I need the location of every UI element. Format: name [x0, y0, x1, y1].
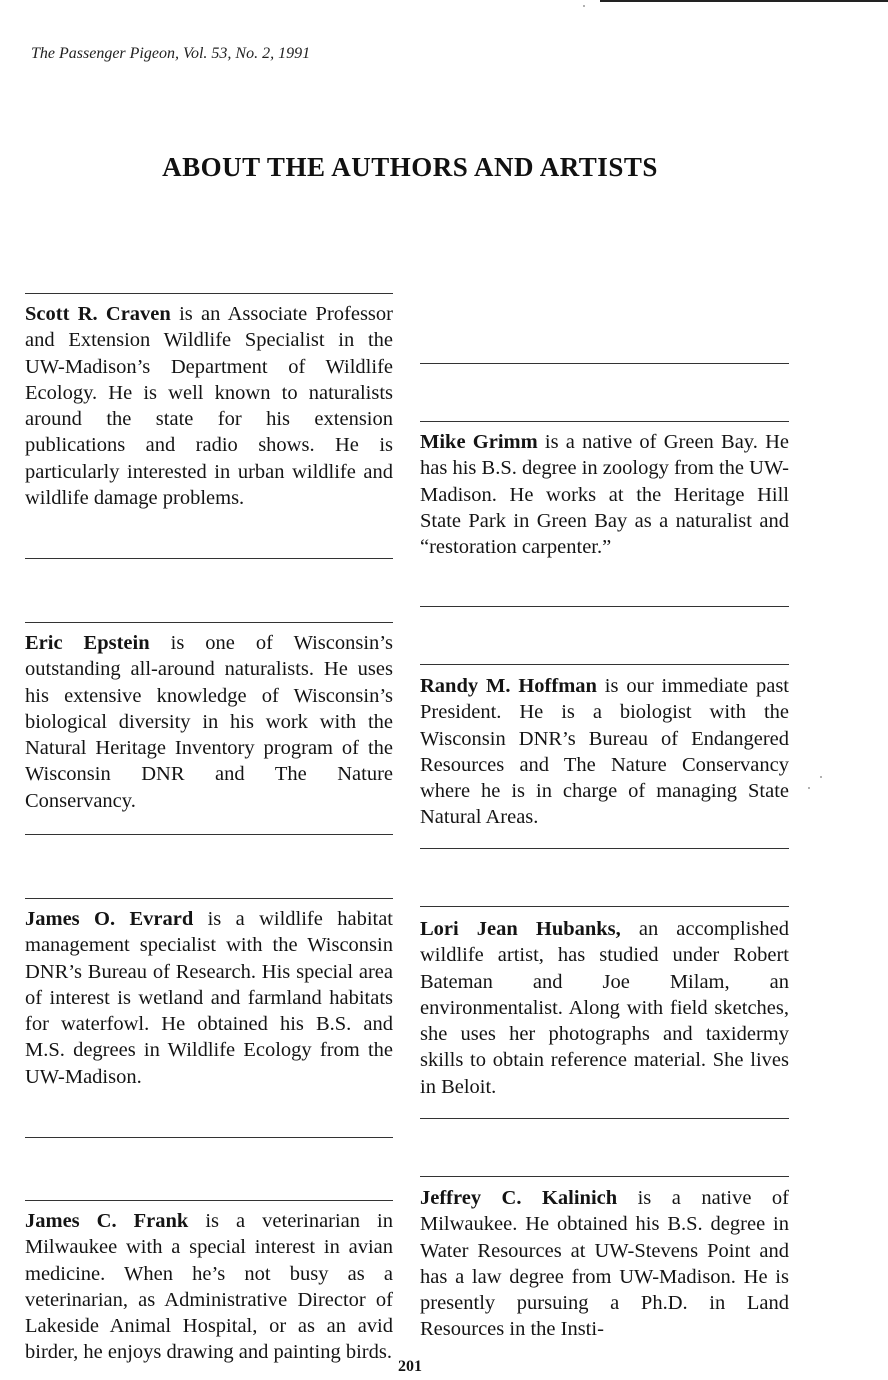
- bio-text: is an Associate Professor and Extension Wildlife Specialist in the UW-Madison’s Department of Wildlife Ecology. He is well known to naturalists around the state for his extension publications and radio shows. He is particularly interested in urban wildlife and wildlife damage problems.: [25, 303, 393, 510]
- bio-rule-top: [420, 1176, 789, 1177]
- bio-rule-top: [25, 622, 393, 623]
- author-name: Randy M. Hoffman: [420, 675, 597, 697]
- bio-lori-hubanks: [420, 916, 789, 1100]
- bio-rule-bottom: [420, 363, 789, 364]
- bio-text: is a native of Milwaukee. He obtained his B.S. degree in Water Resources at UW-Stevens Point and has a law degree from UW-Madison. He is presently pursuing a Ph.D. in Land Resources in the Insti-: [420, 1187, 789, 1341]
- bio-rule-bottom: [420, 606, 789, 607]
- bio-rule-bottom: [25, 834, 393, 835]
- bio-james-evrard: [25, 906, 393, 1090]
- bio-rule-bottom: [25, 558, 393, 559]
- page-title: ABOUT THE AUTHORS AND ARTISTS: [162, 152, 658, 182]
- bio-text: is a veterinarian in Milwaukee with a special interest in avian medicine. When he’s not busy as a veterinarian, as Administrative Director of Lakeside Animal Hospital, or as an avid birder, he enjoys drawing and painting birds.: [25, 1210, 393, 1364]
- bio-randy-hoffman: [420, 673, 789, 831]
- bio-rule-top: [420, 664, 789, 665]
- bio-rule-top: [25, 1200, 393, 1201]
- author-name: Jeffrey C. Kalinich: [420, 1187, 618, 1209]
- bio-text: is a native of Green Bay. He has his B.S. degree in zoology from the UW-Madison. He works at the Heritage Hill State Park in Green Bay as a naturalist and “restoration carpenter.”: [420, 431, 789, 559]
- bio-rule-bottom: [420, 848, 789, 849]
- scan-speck: [808, 787, 810, 789]
- page-number: 201: [398, 1358, 422, 1375]
- author-name: James O. Evrard: [25, 908, 194, 930]
- scan-speck: [583, 5, 585, 7]
- bio-text: is a wildlife habitat management specialist with the Wisconsin DNR’s Bureau of Research. His special area of interest is wetland and farmland habitats for waterfowl. He obtained his B.S. and M.S. degrees in Wildlife Ecology from the UW-Madison.: [25, 908, 394, 1088]
- bio-eric-epstein: [25, 630, 393, 814]
- bio-rule-bottom: [420, 1118, 789, 1119]
- bio-mike-grimm: [420, 429, 789, 560]
- scan-speck: [820, 776, 822, 778]
- top-edge-rule: [600, 0, 888, 2]
- bio-rule-top: [420, 906, 789, 907]
- author-name: Scott R. Craven: [25, 303, 171, 325]
- bio-james-frank: [25, 1208, 393, 1364]
- bio-rule-top: [25, 293, 393, 294]
- author-name: Lori Jean Hubanks,: [420, 918, 621, 940]
- author-name: James C. Frank: [25, 1210, 189, 1232]
- running-head: The Passenger Pigeon, Vol. 53, No. 2, 1991: [31, 45, 311, 62]
- bio-text: is one of Wisconsin’s outstanding all-around naturalists. He uses his extensive knowledge of Wisconsin’s biological diversity in his work with the Natural Heritage Inventory program of the Wisconsin DNR and The Nature Conservancy.: [25, 632, 393, 812]
- bio-rule-bottom: [25, 1137, 393, 1138]
- bio-scott-craven: [25, 301, 393, 511]
- bio-text: an accomplished wildlife artist, has studied under Robert Bateman and Joe Milam, an environmentalist. Along with field sketches, she uses her photographs and taxidermy skills to obtain reference material. She lives in Beloit.: [420, 918, 789, 1098]
- bio-rule-top: [25, 898, 393, 899]
- bio-jeffrey-kalinich: [420, 1185, 789, 1343]
- bio-text: is our immediate past President. He is a biologist with the Wisconsin DNR’s Bureau of Endangered Resources and The Nature Conservancy where he is in charge of managing State Natural Areas.: [420, 675, 789, 829]
- author-name: Eric Epstein: [25, 632, 150, 654]
- bio-rule-top: [420, 421, 789, 422]
- author-name: Mike Grimm: [420, 431, 538, 453]
